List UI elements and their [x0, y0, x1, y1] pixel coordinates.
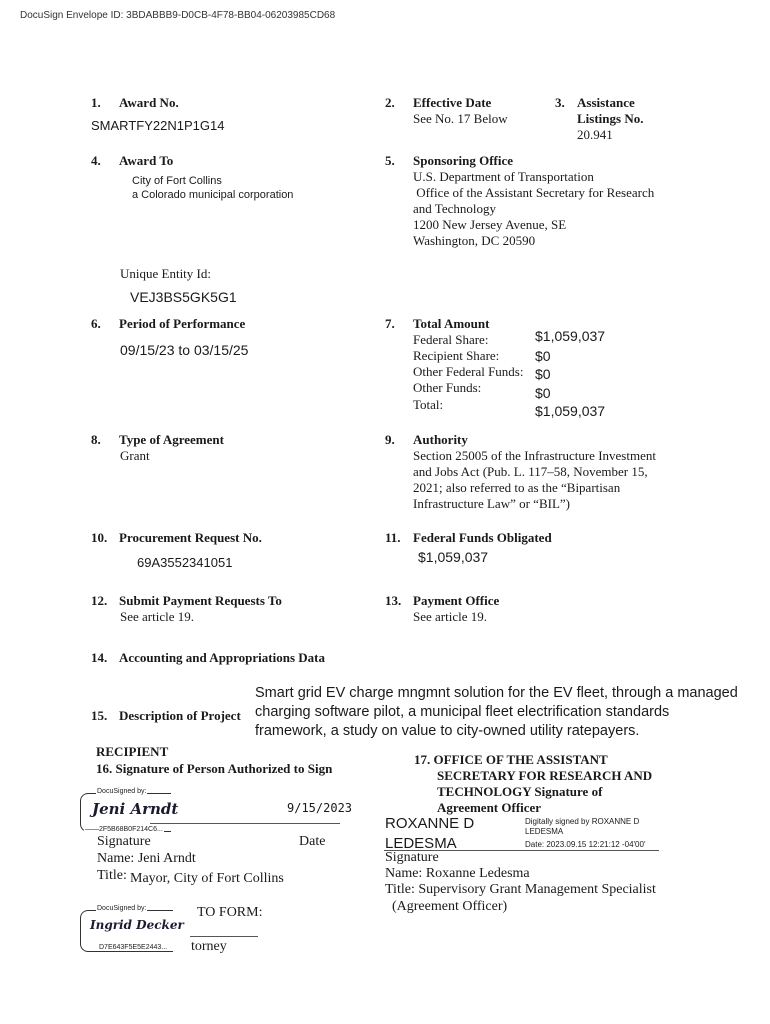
office-signature-label-4: Agreement Officer [437, 800, 542, 815]
recipient-signature-id: ——2F5B68B0F214C6... [85, 826, 163, 833]
submit-payment-requests-heading: 12. Submit Payment Requests To [91, 593, 282, 608]
federal-funds-obligated-value: $1,059,037 [418, 549, 489, 565]
unique-entity-id-label: Unique Entity Id: [120, 266, 211, 281]
period-of-performance-value: 09/15/23 to 03/15/25 [120, 342, 249, 358]
authority-line-2: and Jobs Act (Pub. L. 117–58, November 15, [413, 464, 648, 479]
award-to-line-2: a Colorado municipal corporation [132, 189, 294, 201]
digital-signature-line-2: LEDESMA [525, 827, 564, 836]
sponsoring-office-line-4: 1200 New Jersey Avenue, SE [413, 217, 567, 232]
federal-funds-obligated-heading: 11. Federal Funds Obligated [385, 530, 552, 545]
recipient-signature: Jeni Arndt [92, 800, 179, 818]
recipient-date-value: 9/15/2023 [287, 801, 353, 815]
assistance-listings-heading: 3. Assistance [555, 95, 635, 110]
description-of-project-line-3: framework, a study on value to city-owned utility ratepayers. [255, 723, 640, 739]
digital-signature-line-1: Digitally signed by ROXANNE D [525, 817, 640, 826]
description-of-project-line-2: charging software pilot, a municipal fleet electrification standards [255, 704, 670, 720]
accounting-data-heading: 14. Accounting and Appropriations Data [91, 650, 325, 665]
form-line [190, 936, 258, 937]
authority-line-4: Infrastructure Law” or “BIL”) [413, 496, 570, 511]
recipient-date-caption: Date [299, 834, 326, 849]
recipient-signature-caption: Signature [97, 834, 151, 849]
authority-line-1: Section 25005 of the Infrastructure Investment [413, 448, 656, 463]
type-of-agreement-value: Grant [120, 448, 150, 463]
total-amount-heading: 7. Total Amount [385, 316, 490, 331]
award-no-value: SMARTFY22N1P1G14 [91, 118, 225, 133]
office-signer-name-2: LEDESMA [385, 835, 457, 852]
award-no-heading: 1. Award No. [91, 95, 179, 110]
office-signature-label-2: SECRETARY FOR RESEARCH AND [437, 768, 653, 783]
sponsoring-office-line-2: Office of the Assistant Secretary for Research [413, 185, 655, 200]
digital-signature-date: Date: 2023.09.15 12:21:12 -04'00' [525, 840, 646, 849]
signature-line [150, 823, 340, 824]
form-docusigned-by-label: DocuSigned by: [97, 905, 147, 912]
other-federal-funds-value: $0 [535, 366, 551, 382]
sponsoring-office-line-3: and Technology [413, 201, 496, 216]
authority-heading: 9. Authority [385, 432, 468, 447]
assistance-listings-value: 20.941 [577, 127, 613, 142]
office-signature-label-1: 17. OFFICE OF THE ASSISTANT [414, 752, 608, 767]
description-of-project-line-1: Smart grid EV charge mngmnt solution for the EV fleet, through a managed [255, 685, 738, 701]
recipient-share-label: Recipient Share: [413, 348, 500, 363]
form-signature: Ingrid Decker [90, 918, 184, 932]
form-signature-id: D7E643F5E5E2443... [99, 944, 168, 951]
docusign-envelope-id: DocuSign Envelope ID: 3BDABBB9-D0CB-4F78-BB04-06203985CD68 [20, 10, 336, 21]
payment-office-heading: 13. Payment Office [385, 593, 500, 608]
federal-share-label: Federal Share: [413, 332, 489, 347]
office-title: Title: Supervisory Grant Management Specialist [385, 882, 656, 897]
other-funds-value: $0 [535, 385, 551, 401]
office-signer-name-1: ROXANNE D [385, 815, 475, 832]
submit-payment-requests-value: See article 19. [120, 609, 194, 624]
sponsoring-office-line-5: Washington, DC 20590 [413, 233, 536, 248]
office-title-2: (Agreement Officer) [392, 899, 508, 914]
office-signature-label-3: TECHNOLOGY Signature of [437, 784, 603, 799]
unique-entity-id-value: VEJ3BS5GK5G1 [130, 289, 237, 305]
recipient-title-label: Title: [97, 868, 127, 883]
period-of-performance-heading: 6. Period of Performance [91, 316, 246, 331]
recipient-title-value: Mayor, City of Fort Collins [130, 871, 284, 886]
federal-share-value: $1,059,037 [535, 328, 606, 344]
to-form-label: TO FORM: [197, 905, 263, 920]
office-name: Name: Roxanne Ledesma [385, 866, 530, 881]
effective-date-value: See No. 17 Below [413, 111, 508, 126]
recipient-signature-label: 16. Signature of Person Authorized to Sign [96, 761, 333, 776]
type-of-agreement-heading: 8. Type of Agreement [91, 432, 224, 447]
sponsoring-office-heading: 5. Sponsoring Office [385, 153, 514, 168]
recipient-share-value: $0 [535, 348, 551, 364]
award-to-line-1: City of Fort Collins [132, 175, 222, 187]
payment-office-value: See article 19. [413, 609, 487, 624]
recipient-name: Name: Jeni Arndt [97, 851, 196, 866]
other-federal-funds-label: Other Federal Funds: [413, 364, 524, 379]
sponsoring-office-line-1: U.S. Department of Transportation [413, 169, 594, 184]
docusigned-by-label: DocuSigned by: [97, 788, 147, 795]
authority-line-3: 2021; also referred to as the “Bipartisan [413, 480, 621, 495]
office-signature-caption: Signature [385, 850, 439, 865]
total-label: Total: [413, 397, 444, 412]
procurement-request-value: 69A3552341051 [137, 555, 233, 570]
recipient-heading: RECIPIENT [96, 744, 169, 759]
procurement-request-heading: 10. Procurement Request No. [91, 530, 262, 545]
attorney-label: torney [191, 939, 227, 954]
assistance-listings-heading-2: Listings No. [577, 111, 644, 126]
other-funds-label: Other Funds: [413, 380, 482, 395]
description-of-project-heading: 15. Description of Project [91, 708, 241, 723]
total-value: $1,059,037 [535, 403, 606, 419]
effective-date-heading: 2. Effective Date [385, 95, 492, 110]
award-to-heading: 4. Award To [91, 153, 174, 168]
